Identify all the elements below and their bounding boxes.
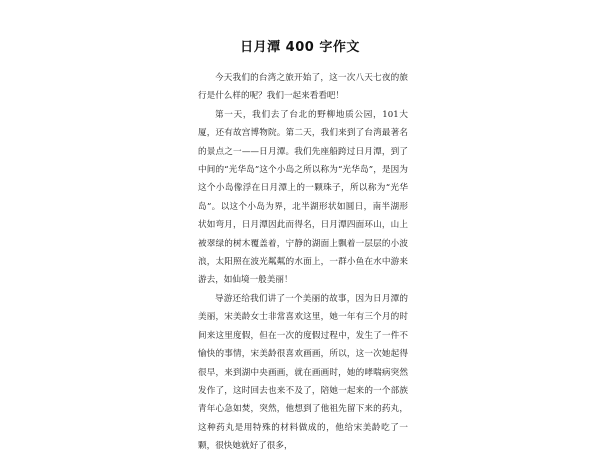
paragraph-intro: 今天我们的台湾之旅开始了，这一次八天七夜的旅行是什么样的呢？我们一起来看看吧！	[198, 73, 408, 102]
document-title: 日月潭 400 字作文	[240, 40, 360, 55]
paragraph-guide-story: 导游还给我们讲了一个美丽的故事，因为日月潭的美丽，宋美龄女士非常喜欢这里，她一年有三个月的时间来这里度假，但在一次的度假过程中，发生了一件不愉快的事情，宋美龄很喜欢画画，所以，这一次她起得很早，来到湖中央画画，就在画画时，她的哮喘病突然发作了，这时回去也来不及了，陪她一起来的一个部族青年心急如焚，突然，他想到了他祖先留下来的药丸，这种药丸是用特殊的材料做成的，他给宋美龄吃了一颗，很快她就好了很多，	[198, 293, 408, 452]
paragraph-day-one-two: 第一天，我们去了台北的野柳地质公园，101大厦，还有故宫博物院。第二天，我们来到了台湾最著名的景点之一——日月潭。我们先座船跨过日月潭，到了中间的“光华岛”这个小岛之所以称为“光华岛”，是因为这个小岛像浮在日月潭上的一颗珠子，所以称为“光华岛”。以这个小岛为界，北半湖形状如圆日，南半湖形状如弯月，日月潭因此而得名，日月潭四面环山，山上被翠绿的树木覆盖着，宁静的湖面上飘着一层层的小波浪，太阳照在波光粼粼的水面上，一群小鱼在水中游来游去，如仙境一般美丽！	[198, 109, 408, 286]
document-body	[198, 69, 408, 456]
